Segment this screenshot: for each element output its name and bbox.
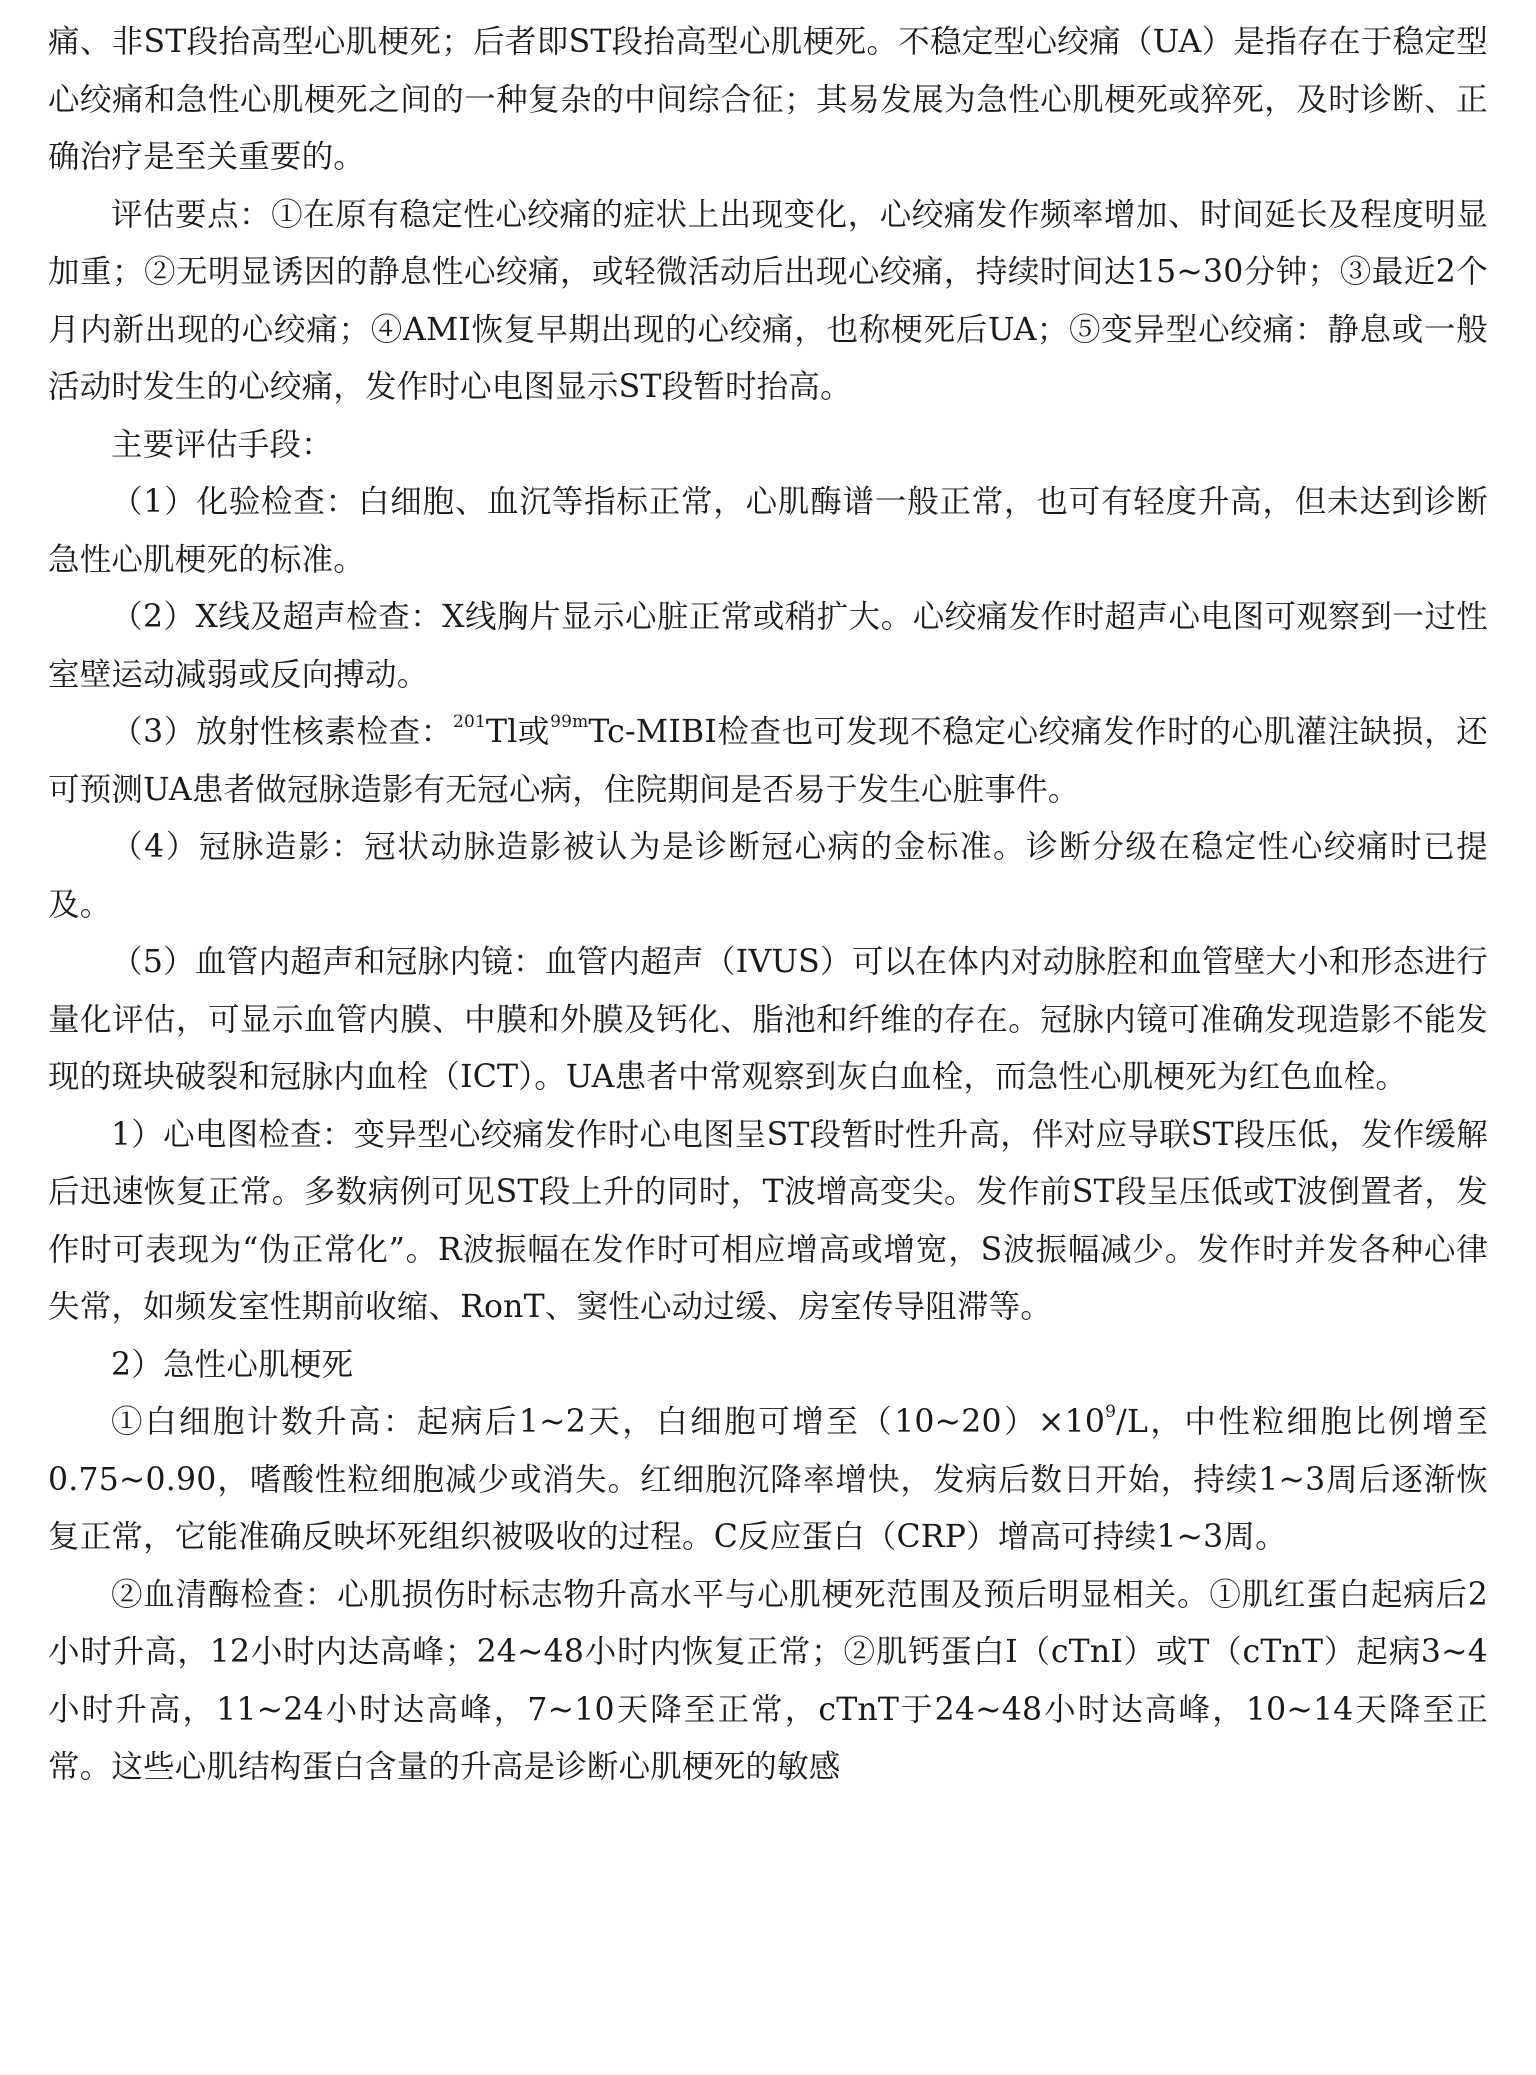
superscript-201: 201 — [452, 711, 487, 732]
paragraph-ivus-endoscopy: （5）血管内超声和冠脉内镜：血管内超声（IVUS）可以在体内对动脉腔和血管壁大小和形态进行量化评估，可显示血管内膜、中膜和外膜及钙化、脂池和纤维的存在。冠脉内镜可准确发现造影不能发现的斑块破裂和冠脉内血栓（ICT）。UA患者中常观察到灰白血栓，而急性心肌梗死为红色血栓。 — [48, 944, 1488, 1095]
superscript-9: 9 — [1105, 1401, 1117, 1422]
wbc-text-b: /L，中性粒细胞比例增至0.75~0.90，嗜酸性粒细胞减少或消失。红细胞沉降率增快，发病后数日开始，持续1~3周后逐渐恢复正常，它能准确反映坏死组织被吸收的过程。C反应蛋白（CRP）增高可持续1~3周。 — [48, 1404, 1488, 1555]
radionuclide-text-c: Tc-MIBI检查也可发现不稳定心绞痛发作时的心肌灌注缺损，还可预测UA患者做冠脉造影有无冠心病，住院期间是否易于发生心脏事件。 — [48, 714, 1489, 808]
paragraph-serum-enzymes: ②血清酶检查：心肌损伤时标志物升高水平与心肌梗死范围及预后明显相关。①肌红蛋白起病后2小时升高，12小时内达高峰；24~48小时内恢复正常；②肌钙蛋白I（cTnI）或T（cTnT）起病3~4小时升高，11~24小时达高峰，7~10天降至正常，cTnT于24~48小时达高峰，10~14天降至正常。这些心肌结构蛋白含量的升高是诊断心肌梗死的敏感 — [48, 1576, 1488, 1785]
paragraph-main-methods-heading: 主要评估手段： — [111, 426, 333, 463]
document-page — [48, 14, 1488, 1797]
paragraph-lab-tests: （1）化验检查：白细胞、血沉等指标正常，心肌酶谱一般正常，也可有轻度升高，但未达到诊断急性心肌梗死的标准。 — [48, 484, 1488, 578]
paragraph-ami-heading: 2）急性心肌梗死 — [111, 1346, 354, 1383]
wbc-text-a: ①白细胞计数升高：起病后1~2天，白细胞可增至（10~20）×10 — [111, 1404, 1106, 1440]
paragraph-xray-ultrasound: （2）X线及超声检查：X线胸片显示心脏正常或稍扩大。心绞痛发作时超声心电图可观察到一过性室壁运动减弱或反向搏动。 — [48, 599, 1488, 693]
radionuclide-text-b: Tl或 — [486, 714, 551, 750]
paragraph-radionuclide — [48, 704, 1488, 819]
paragraph-wbc-count — [48, 1394, 1488, 1567]
superscript-99m: 99m — [550, 711, 589, 732]
paragraph-ua-definition: 痛、非ST段抬高型心肌梗死；后者即ST段抬高型心肌梗死。不稳定型心绞痛（UA）是指存在于稳定型心绞痛和急性心肌梗死之间的一种复杂的中间综合征；其易发展为急性心肌梗死或猝死，及时诊断、正确治疗是至关重要的。 — [48, 24, 1488, 175]
paragraph-coronary-angiography: （4）冠脉造影：冠状动脉造影被认为是诊断冠心病的金标准。诊断分级在稳定性心绞痛时已提及。 — [48, 829, 1488, 923]
radionuclide-text-a: （3）放射性核素检查： — [111, 714, 453, 750]
paragraph-ecg: 1）心电图检查：变异型心绞痛发作时心电图呈ST段暂时性升高，伴对应导联ST段压低，发作缓解后迅速恢复正常。多数病例可见ST段上升的同时，T波增高变尖。发作前ST段呈压低或T波倒置者，发作时可表现为“伪正常化”。R波振幅在发作时可相应增高或增宽，S波振幅减少。发作时并发各种心律失常，如频发室性期前收缩、RonT、窦性心动过缓、房室传导阻滞等。 — [48, 1116, 1488, 1325]
paragraph-assessment-points: 评估要点：①在原有稳定性心绞痛的症状上出现变化，心绞痛发作频率增加、时间延长及程度明显加重；②无明显诱因的静息性心绞痛，或轻微活动后出现心绞痛，持续时间达15~30分钟；③最近2个月内新出现的心绞痛；④AMI恢复早期出现的心绞痛，也称梗死后UA；⑤变异型心绞痛：静息或一般活动时发生的心绞痛，发作时心电图显示ST段暂时抬高。 — [48, 196, 1488, 405]
